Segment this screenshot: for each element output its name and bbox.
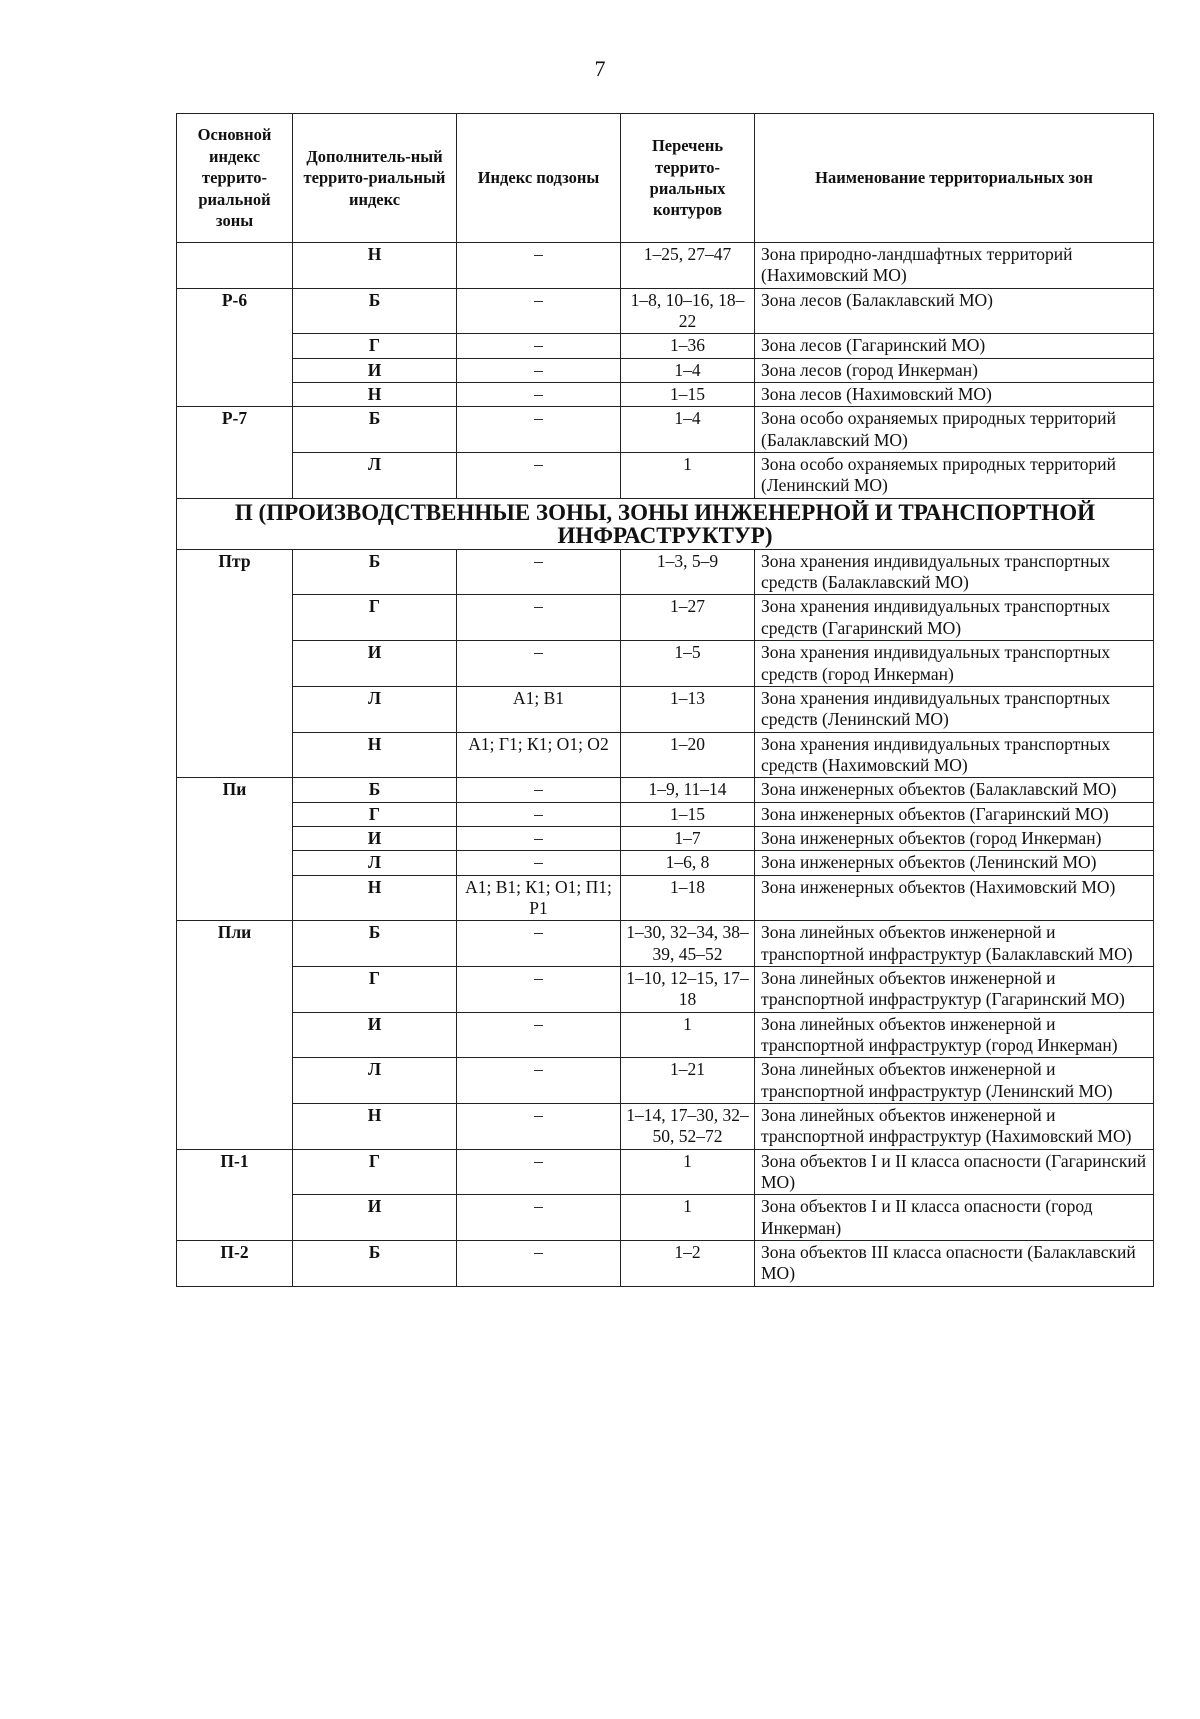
contours-cell: 1–3, 5–9: [621, 549, 755, 595]
zone-name-cell: Зона хранения индивидуальных транспортных средств (Ленинский МО): [755, 686, 1154, 732]
additional-index-cell: Г: [293, 966, 457, 1012]
subzone-index-cell: –: [457, 826, 621, 850]
additional-index-cell: И: [293, 826, 457, 850]
zone-name-cell: Зона линейных объектов инженерной и транспортной инфраструктур (город Инкерман): [755, 1012, 1154, 1058]
table-row: [177, 1241, 1154, 1287]
subzone-index-cell: –: [457, 334, 621, 358]
table-row: [177, 453, 1154, 499]
subzone-index-cell: –: [457, 1012, 621, 1058]
main-index-cell: [177, 802, 293, 826]
zone-name-cell: Зона лесов (Гагаринский МО): [755, 334, 1154, 358]
zone-name-cell: Зона линейных объектов инженерной и транспортной инфраструктур (Нахимовский МО): [755, 1104, 1154, 1150]
zone-name-cell: Зона линейных объектов инженерной и транспортной инфраструктур (Ленинский МО): [755, 1058, 1154, 1104]
zone-name-cell: Зона инженерных объектов (Балаклавский МО): [755, 778, 1154, 802]
contours-cell: 1–21: [621, 1058, 755, 1104]
main-index-cell: [177, 875, 293, 921]
additional-index-cell: Б: [293, 288, 457, 334]
zone-name-cell: Зона лесов (Нахимовский МО): [755, 383, 1154, 407]
main-index-cell: [177, 453, 293, 499]
table-row: [177, 641, 1154, 687]
subzone-index-cell: –: [457, 641, 621, 687]
main-index-cell: [177, 732, 293, 778]
subzone-index-cell: –: [457, 288, 621, 334]
table-row: [177, 851, 1154, 875]
contours-cell: 1–6, 8: [621, 851, 755, 875]
contours-cell: 1–13: [621, 686, 755, 732]
section-title: П (ПРОИЗВОДСТВЕННЫЕ ЗОНЫ, ЗОНЫ ИНЖЕНЕРНОЙ И ТРАНСПОРТНОЙ ИНФРАСТРУКТУР): [177, 498, 1154, 549]
subzone-index-cell: –: [457, 595, 621, 641]
main-index-cell: Пли: [177, 921, 293, 967]
additional-index-cell: Л: [293, 453, 457, 499]
additional-index-cell: Г: [293, 334, 457, 358]
additional-index-cell: Н: [293, 732, 457, 778]
contours-cell: 1–18: [621, 875, 755, 921]
table-row: [177, 802, 1154, 826]
additional-index-cell: Б: [293, 1241, 457, 1287]
additional-index-cell: Б: [293, 407, 457, 453]
header-additional-index: Дополнитель-ный террито-риальный индекс: [293, 114, 457, 243]
contours-cell: 1: [621, 1012, 755, 1058]
subzone-index-cell: А1; Г1; К1; О1; О2: [457, 732, 621, 778]
subzone-index-cell: А1; В1: [457, 686, 621, 732]
main-index-cell: [177, 358, 293, 382]
main-index-cell: [177, 686, 293, 732]
main-index-cell: П-1: [177, 1149, 293, 1195]
main-index-cell: [177, 851, 293, 875]
table-row: [177, 778, 1154, 802]
contours-cell: 1–10, 12–15, 17–18: [621, 966, 755, 1012]
table-row: [177, 732, 1154, 778]
zone-name-cell: Зона хранения индивидуальных транспортных средств (Гагаринский МО): [755, 595, 1154, 641]
contours-cell: 1–20: [621, 732, 755, 778]
table-row: [177, 243, 1154, 289]
zone-name-cell: Зона инженерных объектов (город Инкерман): [755, 826, 1154, 850]
zone-name-cell: Зона особо охраняемых природных территорий (Балаклавский МО): [755, 407, 1154, 453]
contours-cell: 1–15: [621, 383, 755, 407]
contours-cell: 1–5: [621, 641, 755, 687]
table-row: [177, 595, 1154, 641]
table-row: [177, 1104, 1154, 1150]
table-body-recreation: [177, 243, 1154, 499]
zone-name-cell: Зона инженерных объектов (Ленинский МО): [755, 851, 1154, 875]
additional-index-cell: Г: [293, 1149, 457, 1195]
additional-index-cell: И: [293, 1012, 457, 1058]
zone-name-cell: Зона объектов I и II класса опасности (город Инкерман): [755, 1195, 1154, 1241]
additional-index-cell: Б: [293, 921, 457, 967]
table-row: [177, 549, 1154, 595]
territorial-zones-table: [176, 113, 1154, 1287]
table-row: [177, 686, 1154, 732]
zone-name-cell: Зона лесов (город Инкерман): [755, 358, 1154, 382]
additional-index-cell: Н: [293, 1104, 457, 1150]
page-number: 7: [594, 56, 606, 81]
subzone-index-cell: –: [457, 966, 621, 1012]
zone-name-cell: Зона объектов III класса опасности (Балаклавский МО): [755, 1241, 1154, 1287]
additional-index-cell: Л: [293, 686, 457, 732]
subzone-index-cell: –: [457, 407, 621, 453]
main-index-cell: [177, 1104, 293, 1150]
header-contours: Перечень террито-риальных контуров: [621, 114, 755, 243]
subzone-index-cell: –: [457, 1058, 621, 1104]
header-main-index: Основной индекс террито-риальной зоны: [177, 114, 293, 243]
table-body-section: [177, 498, 1154, 549]
subzone-index-cell: –: [457, 453, 621, 499]
additional-index-cell: Л: [293, 851, 457, 875]
zone-name-cell: Зона особо охраняемых природных территорий (Ленинский МО): [755, 453, 1154, 499]
subzone-index-cell: –: [457, 358, 621, 382]
contours-cell: 1–15: [621, 802, 755, 826]
subzone-index-cell: –: [457, 1104, 621, 1150]
zone-name-cell: Зона инженерных объектов (Гагаринский МО): [755, 802, 1154, 826]
table-row: [177, 966, 1154, 1012]
main-index-cell: [177, 334, 293, 358]
zone-name-cell: Зона хранения индивидуальных транспортных средств (Нахимовский МО): [755, 732, 1154, 778]
additional-index-cell: Н: [293, 875, 457, 921]
additional-index-cell: И: [293, 358, 457, 382]
zone-name-cell: Зона объектов I и II класса опасности (Гагаринский МО): [755, 1149, 1154, 1195]
table-row: [177, 875, 1154, 921]
zone-name-cell: Зона хранения индивидуальных транспортных средств (Балаклавский МО): [755, 549, 1154, 595]
zone-name-cell: Зона линейных объектов инженерной и транспортной инфраструктур (Гагаринский МО): [755, 966, 1154, 1012]
table-row: [177, 1195, 1154, 1241]
zone-name-cell: Зона природно-ландшафтных территорий (Нахимовский МО): [755, 243, 1154, 289]
subzone-index-cell: –: [457, 383, 621, 407]
main-index-cell: [177, 1012, 293, 1058]
main-index-cell: [177, 641, 293, 687]
table-row: [177, 1149, 1154, 1195]
table-row: [177, 288, 1154, 334]
subzone-index-cell: –: [457, 1241, 621, 1287]
main-index-cell: Пи: [177, 778, 293, 802]
main-index-cell: [177, 826, 293, 850]
contours-cell: 1–8, 10–16, 18–22: [621, 288, 755, 334]
additional-index-cell: И: [293, 1195, 457, 1241]
main-index-cell: [177, 1195, 293, 1241]
contours-cell: 1: [621, 1195, 755, 1241]
subzone-index-cell: –: [457, 921, 621, 967]
zone-name-cell: Зона инженерных объектов (Нахимовский МО): [755, 875, 1154, 921]
subzone-index-cell: –: [457, 802, 621, 826]
section-row: [177, 498, 1154, 549]
table-row: [177, 1012, 1154, 1058]
subzone-index-cell: –: [457, 1195, 621, 1241]
table-row: [177, 383, 1154, 407]
table-row: [177, 407, 1154, 453]
main-index-cell: Р-6: [177, 288, 293, 334]
additional-index-cell: Г: [293, 802, 457, 826]
additional-index-cell: Б: [293, 549, 457, 595]
table-header-row: [177, 114, 1154, 243]
main-index-cell: Р-7: [177, 407, 293, 453]
additional-index-cell: Н: [293, 383, 457, 407]
contours-cell: 1–30, 32–34, 38–39, 45–52: [621, 921, 755, 967]
zone-name-cell: Зона линейных объектов инженерной и транспортной инфраструктур (Балаклавский МО): [755, 921, 1154, 967]
contours-cell: 1–36: [621, 334, 755, 358]
subzone-index-cell: –: [457, 243, 621, 289]
contours-cell: 1–7: [621, 826, 755, 850]
contours-cell: 1–4: [621, 407, 755, 453]
header-subzone-index: Индекс подзоны: [457, 114, 621, 243]
table-row: [177, 921, 1154, 967]
contours-cell: 1–9, 11–14: [621, 778, 755, 802]
subzone-index-cell: –: [457, 778, 621, 802]
subzone-index-cell: А1; В1; К1; О1; П1; Р1: [457, 875, 621, 921]
additional-index-cell: Б: [293, 778, 457, 802]
additional-index-cell: И: [293, 641, 457, 687]
main-index-cell: П-2: [177, 1241, 293, 1287]
contours-cell: 1–4: [621, 358, 755, 382]
table-row: [177, 1058, 1154, 1104]
main-index-cell: [177, 966, 293, 1012]
main-index-cell: [177, 595, 293, 641]
contours-cell: 1–25, 27–47: [621, 243, 755, 289]
table-row: [177, 826, 1154, 850]
zone-name-cell: Зона лесов (Балаклавский МО): [755, 288, 1154, 334]
contours-cell: 1–2: [621, 1241, 755, 1287]
table-row: [177, 334, 1154, 358]
contours-cell: 1–27: [621, 595, 755, 641]
contours-cell: 1: [621, 1149, 755, 1195]
main-index-cell: [177, 383, 293, 407]
additional-index-cell: Г: [293, 595, 457, 641]
contours-cell: 1–14, 17–30, 32–50, 52–72: [621, 1104, 755, 1150]
additional-index-cell: Н: [293, 243, 457, 289]
main-index-cell: Птр: [177, 549, 293, 595]
subzone-index-cell: –: [457, 851, 621, 875]
contours-cell: 1: [621, 453, 755, 499]
additional-index-cell: Л: [293, 1058, 457, 1104]
header-zone-name: Наименование территориальных зон: [755, 114, 1154, 243]
table-row: [177, 358, 1154, 382]
subzone-index-cell: –: [457, 1149, 621, 1195]
main-index-cell: [177, 1058, 293, 1104]
zone-name-cell: Зона хранения индивидуальных транспортных средств (город Инкерман): [755, 641, 1154, 687]
table-body-production: [177, 549, 1154, 1286]
subzone-index-cell: –: [457, 549, 621, 595]
main-index-cell: [177, 243, 293, 289]
